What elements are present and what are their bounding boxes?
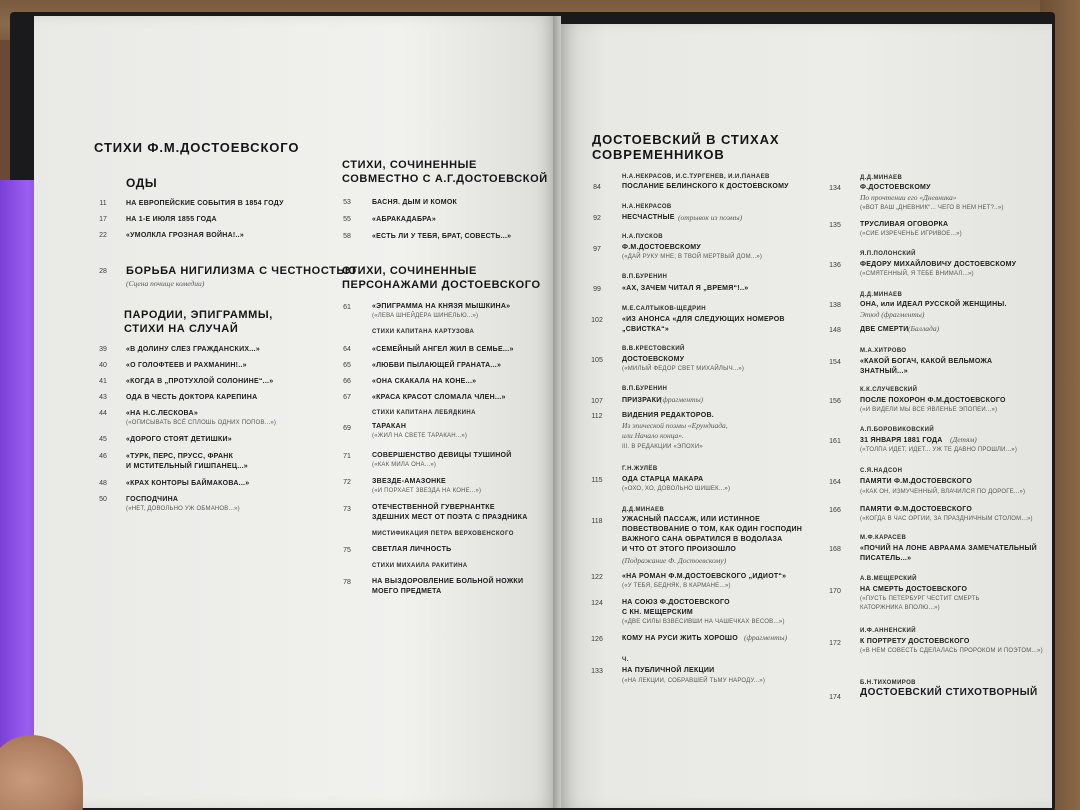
toc-title[interactable]: «АХ, ЗАЧЕМ ЧИТАЛ Я „ВРЕМЯ“!..» [622,285,749,292]
toc-page-number: 115 [591,477,603,484]
toc-page-number: 22 [99,232,107,239]
toc-first-line: («И ПОРХАЕТ ЗВЕЗДА НА КОНЕ...») [372,488,482,494]
toc-page-number: 134 [829,185,841,192]
toc-title[interactable]: „СВИСТКА“» [622,326,670,333]
toc-page-number: 55 [343,216,351,223]
toc-page-number: 122 [591,574,603,581]
toc-page-number: 64 [343,346,351,353]
toc-title[interactable]: «КАКОЙ БОГАЧ, КАКОЙ ВЕЛЬМОЖА [860,358,993,365]
toc-page-number: 174 [829,694,841,701]
sovmestno-heading: СОВМЕСТНО С А.Г.ДОСТОЕВСКОЙ [342,173,548,185]
toc-title[interactable]: ЗДЕШНИХ МЕСТ ОТ ПОЭТА С ПРАЗДНИКА [372,514,528,521]
toc-title[interactable]: ЗВЕЗДЕ-АМАЗОНКЕ [372,478,446,485]
toc-page-number: 41 [99,378,107,385]
toc-first-line: («СМЯТЕННЫЙ, Я ТЕБЕ ВНИМАЛ...») [860,271,974,277]
toc-first-line: («ТОЛПА ИДЕТ, ИДЕТ... УЖ ТЕ ДАВНО ПРОШЛИ...») [860,447,1018,453]
toc-first-line: («У ТЕБЯ, БЕДНЯК, В КАРМАНЕ...») [622,583,731,589]
toc-author: Я.П.ПОЛОНСКИЙ [860,251,916,257]
toc-page-number: 53 [343,199,351,206]
toc-page-number: 28 [99,268,107,275]
toc-title[interactable]: «ЛЮБВИ ПЫЛАЮЩЕЙ ГРАНАТА...» [372,362,502,369]
toc-title[interactable]: ТАРАКАН [372,423,407,430]
toc-title[interactable]: «НА Н.С.ЛЕСКОВА» [126,410,198,417]
toc-title[interactable]: ПРИЗРАКИ [622,397,662,404]
toc-title[interactable]: «ИЗ АНОНСА «ДЛЯ СЛЕДУЮЩИХ НОМЕРОВ [622,316,785,323]
toc-first-line: («СИЕ ИЗРЕЧЕНЬЕ ИГРИВОЕ...») [860,231,962,237]
toc-author: Н.А.НЕКРАСОВ, И.С.ТУРГЕНЕВ, И.И.ПАНАЕВ [622,174,770,180]
ody-heading: ОДЫ [126,176,158,190]
toc-page-number: 107 [591,398,603,405]
toc-page-number: 172 [829,640,841,647]
toc-title[interactable]: «О ГОЛОФТЕЕВ И РАХМАНИН!..» [126,362,247,369]
book-gutter [553,16,561,808]
toc-page-number: 75 [343,547,351,554]
toc-page-number: 99 [593,286,601,293]
toc-italic: Этюд (фрагменты) [860,310,925,319]
toc-title[interactable]: НА ВЫЗДОРОВЛЕНИЕ БОЛЬНОЙ НОЖКИ [372,578,524,585]
toc-page-number: 156 [829,398,841,405]
toc-title[interactable]: ПОСЛЕ ПОХОРОН Ф.М.ДОСТОЕВСКОГО [860,397,1006,404]
toc-page-number: 136 [829,262,841,269]
right-page-heading: СОВРЕМЕННИКОВ [592,147,725,162]
toc-title[interactable]: «АБРАКАДАБРА» [372,216,437,223]
toc-title[interactable]: НА ПУБЛИЧНОЙ ЛЕКЦИИ [622,667,715,674]
toc-title[interactable]: СВЕТЛАЯ ЛИЧНОСТЬ [372,546,452,553]
toc-title[interactable]: НЕСЧАСТНЫЕ [622,214,675,221]
toc-page-number: 78 [343,579,351,586]
toc-author: М.А.ХИТРОВО [860,348,907,354]
toc-first-line: («ПУСТЬ ПЕТЕРБУРГ ЧЕСТИТ СМЕРТЬ [860,596,980,602]
toc-first-line: («КОГДА В ЧАС ОРГИИ, ЗА ПРАЗДНИЧНЫМ СТОЛОМ...») [860,516,1033,522]
toc-author: Ч. [622,657,629,663]
toc-caption: МИСТИФИКАЦИЯ ПЕТРА ВЕРХОВЕНСКОГО [372,531,514,537]
toc-title[interactable]: ПАМЯТИ Ф.М.ДОСТОЕВСКОГО [860,478,973,485]
toc-page-number: 39 [99,346,107,353]
toc-first-line: («ДАЙ РУКУ МНЕ; В ТВОЙ МЕРТВЫЙ ДОМ...») [622,254,763,260]
toc-note: (фрагменты) [660,395,704,404]
toc-title[interactable]: НА ЕВРОПЕЙСКИЕ СОБЫТИЯ В 1854 ГОДУ [126,200,284,207]
toc-page-number: 45 [99,436,107,443]
toc-page-number: 11 [99,200,107,207]
toc-page-number: 166 [829,507,841,514]
toc-page-number: 164 [829,479,841,486]
toc-page-number: 138 [829,302,841,309]
toc-page-number: 124 [591,600,603,607]
toc-note: (отрывок из поэмы) [678,213,743,222]
toc-page-number: 50 [99,496,107,503]
toc-title[interactable]: БОРЬБА НИГИЛИЗМА С ЧЕСТНОСТЬЮ [126,265,357,277]
toc-page-number: 61 [343,304,351,311]
toc-author: Д.Д.МИНАЕВ [860,175,903,181]
toc-first-line: («КАК ОН, ИЗМУЧЕННЫЙ, ВЛАЧИЛСЯ ПО ДОРОГЕ...») [860,489,1026,495]
toc-author: К.К.СЛУЧЕВСКИЙ [860,387,918,393]
toc-title[interactable]: «КРАСА КРАСОТ СЛОМАЛА ЧЛЕН...» [372,394,506,401]
toc-title[interactable]: КОМУ НА РУСИ ЖИТЬ ХОРОШО [622,635,738,642]
toc-title[interactable]: ФЕДОРУ МИХАЙЛОВИЧУ ДОСТОЕВСКОМУ [860,261,1017,268]
toc-title[interactable]: ОНА, или ИДЕАЛ РУССКОЙ ЖЕНЩИНЫ. [860,301,1007,308]
toc-title[interactable]: ОДА В ЧЕСТЬ ДОКТОРА КАРЕПИНА [126,394,258,401]
right-page-heading: ДОСТОЕВСКИЙ В СТИХАХ [592,132,780,147]
toc-title[interactable]: ГОСПОДЧИНА [126,496,179,503]
toc-first-line: («В НЕМ СОВЕСТЬ СДЕЛАЛАСЬ ПРОРОКОМ И ПОЭТОМ...») [860,648,1043,654]
toc-title[interactable]: ОДА СТАРЦА МАКАРА [622,476,704,483]
toc-first-line: («ЖИЛ НА СВЕТЕ ТАРАКАН...») [372,433,468,439]
toc-page-number: 48 [99,480,107,487]
toc-page-number: 65 [343,362,351,369]
toc-title[interactable]: «ЭПИГРАММА НА КНЯЗЯ МЫШКИНА» [372,303,511,310]
toc-first-line: («НЕТ, ДОВОЛЬНО УЖ ОБМАНОВ...») [126,506,240,512]
toc-title[interactable]: «ОНА СКАКАЛА НА КОНЕ...» [372,378,477,385]
toc-title[interactable]: «НА РОМАН Ф.М.ДОСТОЕВСКОГО „ИДИОТ“» [622,573,787,580]
toc-author: Г.Н.ЖУЛЁВ [622,466,658,472]
toc-first-line: («НА ЛЕКЦИИ, СОБРАВШЕЙ ТЬМУ НАРОДУ...») [622,678,766,684]
toc-page-number: 102 [591,317,603,324]
toc-page-number: 154 [829,359,841,366]
toc-first-line: («МИЛЫЙ ФЕДОР СВЕТ МИХАЙЛЫЧ...») [622,366,745,372]
toc-title[interactable]: ДВЕ СМЕРТИ [860,326,909,333]
toc-title[interactable]: Ф.ДОСТОЕВСКОМУ [860,184,931,191]
toc-title[interactable]: ДОСТОЕВСКОМУ [622,356,685,363]
toc-caption: СТИХИ КАПИТАНА ЛЕБЯДКИНА [372,410,476,416]
toc-first-line: КАТОРЖНИКА ВПОЛЮ...») [860,605,940,611]
toc-title[interactable]: ВИДЕНИЯ РЕДАКТОРОВ. [622,412,714,419]
toc-note: (Баллада) [908,324,940,333]
toc-author: В.П.БУРЕНИН [622,386,668,392]
toc-italic: Из эпической поэмы «Ерундиада, [622,421,728,430]
toc-title[interactable]: ПИСАТЕЛЬ...» [860,555,912,562]
toc-title[interactable]: 31 ЯНВАРЯ 1881 ГОДА [860,437,943,444]
toc-author: М.Е.САЛТЫКОВ-ЩЕДРИН [622,306,706,312]
toc-author: Н.А.НЕКРАСОВ [622,204,672,210]
toc-title[interactable]: ВАЖНОГО САНА ОБРАТИЛСЯ В ВОДОЛАЗА [622,536,783,543]
toc-title[interactable]: НА СОЮЗ Ф.ДОСТОЕВСКОГО [622,599,730,606]
toc-title[interactable]: И ЧТО ОТ ЭТОГО ПРОИЗОШЛО [622,546,737,553]
toc-page-number: 72 [343,479,351,486]
toc-note: (Детям) [950,435,977,444]
toc-title[interactable]: СОВЕРШЕНСТВО ДЕВИЦЫ ТУШИНОЙ [372,452,512,459]
toc-caption: СТИХИ КАПИТАНА КАРТУЗОВА [372,329,475,335]
toc-author: Н.А.ПУСКОВ [622,234,664,240]
toc-page-number: 67 [343,394,351,401]
toc-author: М.Ф.КАРАСЕВ [860,535,907,541]
toc-author: В.П.БУРЕНИН [622,274,668,280]
toc-first-line: («ЛЕВА ШНЕЙДЕРА ШИНЕЛЬЮ...») [372,313,479,319]
toc-title[interactable]: К ПОРТРЕТУ ДОСТОЕВСКОГО [860,638,970,645]
toc-title[interactable]: «ЕСТЬ ЛИ У ТЕБЯ, БРАТ, СОВЕСТЬ...» [372,233,512,240]
toc-first-line: («КАК МИЛА ОНА...») [372,462,437,468]
toc-title[interactable]: «ТУРК, ПЕРС, ПРУСС, ФРАНК [126,453,234,460]
toc-first-line: («ДВЕ СИЛЫ ВЗВЕСИВШИ НА ЧАШЕЧКАХ ВЕСОВ...») [622,619,785,625]
toc-title[interactable]: ТРУСЛИВАЯ ОГОВОРКА [860,221,949,228]
toc-first-line: («ОХО, ХО, ДОВОЛЬНО ШИШЕК...») [622,486,731,492]
toc-title[interactable]: ОТЕЧЕСТВЕННОЙ ГУВЕРНАНТКЕ [372,504,495,511]
toc-page-number: 135 [829,222,841,229]
personazhami-heading: СТИХИ, СОЧИНЕННЫЕ [342,265,477,277]
toc-author: И.Ф.АННЕНСКИЙ [860,628,916,634]
toc-title[interactable]: ПАМЯТИ Ф.М.ДОСТОЕВСКОГО [860,506,973,513]
toc-page-number: 17 [99,216,107,223]
toc-page-number: 66 [343,378,351,385]
toc-italic: (Подражание Ф. Достоевскому) [622,556,727,565]
toc-page-number: 168 [829,546,841,553]
toc-page-number: 40 [99,362,107,369]
parodii-heading: ПАРОДИИ, ЭПИГРАММЫ, [124,309,273,321]
toc-page-number: 73 [343,506,351,513]
toc-page-number: 161 [829,438,841,445]
toc-author: Б.Н.ТИХОМИРОВ [860,680,916,686]
sovmestno-heading: СТИХИ, СОЧИНЕННЫЕ [342,159,477,171]
toc-page-number: 148 [829,327,841,334]
toc-title[interactable]: С КН. МЕЩЕРСКИМ [622,609,693,616]
toc-title[interactable]: ПОСЛАНИЕ БЕЛИНСКОГО К ДОСТОЕВСКОМУ [622,183,789,190]
toc-page-number: 92 [593,215,601,222]
toc-page-number: 71 [343,453,351,460]
toc-title[interactable]: ЗНАТНЫЙ...» [860,368,908,375]
toc-title[interactable]: БАСНЯ. ДЫМ И КОМОК [372,199,458,206]
toc-subtitle: III. В РЕДАКЦИИ «ЭПОХИ» [622,444,703,450]
toc-page-number: 133 [591,668,603,675]
toc-title[interactable]: «ДОРОГО СТОЯТ ДЕТИШКИ» [126,436,232,443]
toc-italic: или Начало конца». [622,431,684,440]
toc-title[interactable]: «КРАХ КОНТОРЫ БАЙМАКОВА...» [126,480,250,487]
toc-page-number: 126 [591,636,603,643]
toc-first-line: («ОПИСЫВАТЬ ВСЁ СПЛОШЬ ОДНИХ ПОПОВ...») [126,420,277,426]
toc-first-line: («И ВИДЕЛИ МЫ ВСЕ ЯВЛЕНЬЕ ЭПОПЕИ...») [860,407,998,413]
toc-author: А.В.МЕЩЕРСКИЙ [860,576,917,582]
toc-title[interactable]: ПОВЕСТВОВАНИЕ О ТОМ, КАК ОДИН ГОСПОДИН [622,526,803,533]
toc-page-number: 170 [829,588,841,595]
toc-title[interactable]: И МСТИТЕЛЬНЫЙ ГИШПАНЕЦ...» [126,463,248,470]
toc-page-number: 105 [591,357,603,364]
toc-author: А.П.БОРОВИКОВСКИЙ [860,427,935,433]
toc-page-number: 43 [99,394,107,401]
personazhami-heading: ПЕРСОНАЖАМИ ДОСТОЕВСКОГО [342,279,541,291]
parodii-heading: СТИХИ НА СЛУЧАЙ [124,323,239,335]
toc-subtitle: (Сцена почище комедии) [126,279,205,288]
toc-author: Д.Д.МИНАЕВ [860,292,903,298]
toc-page-number: 58 [343,233,351,240]
toc-title[interactable]: НА 1-Е ИЮЛЯ 1855 ГОДА [126,216,217,223]
toc-first-line: («ВОТ ВАШ „ДНЕВНИК“... ЧЕГО В НЕМ НЕТ?..») [860,205,1004,211]
toc-author: В.В.КРЕСТОВСКИЙ [622,346,685,352]
toc-author: Д.Д.МИНАЕВ [622,507,665,513]
toc-caption: СТИХИ МИХАИЛА РАКИТИНА [372,563,468,569]
toc-page-number: 112 [591,413,603,420]
toc-title[interactable]: «ПОЧИЙ НА ЛОНЕ АВРААМА ЗАМЕЧАТЕЛЬНЫЙ [860,545,1037,552]
left-page-heading: СТИХИ Ф.М.ДОСТОЕВСКОГО [94,140,300,155]
toc-author: С.Я.НАДСОН [860,468,903,474]
toc-page-number: 44 [99,410,107,417]
toc-title[interactable]: «В ДОЛИНУ СЛЕЗ ГРАЖДАНСКИХ...» [126,346,260,353]
toc-note: (фрагменты) [744,633,788,642]
toc-page-number: 69 [343,425,351,432]
toc-page-number: 84 [593,184,601,191]
toc-page-number: 97 [593,246,601,253]
toc-title[interactable]: «КОГДА В „ПРОТУХЛОЙ СОЛОНИНЕ“...» [126,378,274,385]
toc-page-number: 46 [99,453,107,460]
toc-title[interactable]: УЖАСНЫЙ ПАССАЖ, ИЛИ ИСТИННОЕ [622,516,760,523]
toc-title[interactable]: МОЕГО ПРЕДМЕТА [372,588,442,595]
toc-title[interactable]: ДОСТОЕВСКИЙ СТИХОТВОРНЫЙ [860,687,1038,698]
toc-title[interactable]: «СЕМЕЙНЫЙ АНГЕЛ ЖИЛ В СЕМЬЕ...» [372,346,514,353]
toc-title[interactable]: «УМОЛКЛА ГРОЗНАЯ ВОЙНА!..» [126,232,244,239]
toc-page-number: 118 [591,518,603,525]
toc-italic: По прочтении его «Дневника» [860,193,957,202]
toc-title[interactable]: Ф.М.ДОСТОЕВСКОМУ [622,244,701,251]
toc-title[interactable]: НА СМЕРТЬ ДОСТОЕВСКОГО [860,586,968,593]
